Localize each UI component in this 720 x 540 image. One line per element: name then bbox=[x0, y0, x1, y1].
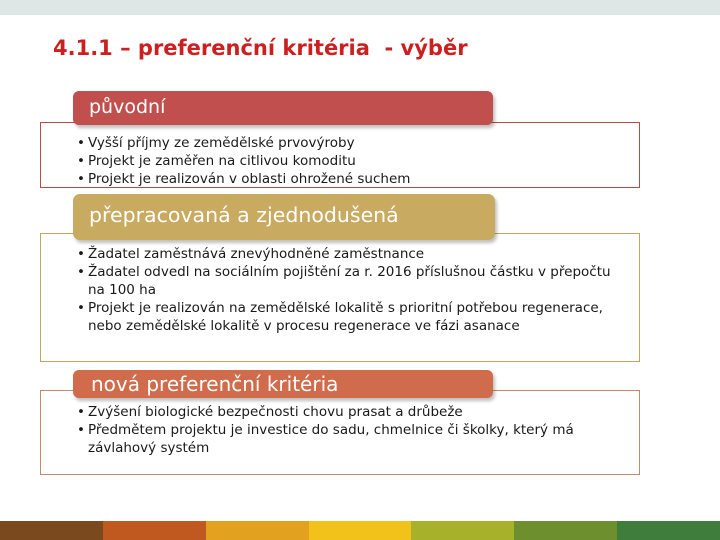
section-new-box bbox=[40, 390, 640, 475]
list-item: • Vyšší příjmy ze zemědělské prvovýroby bbox=[88, 134, 629, 152]
section-revised-box bbox=[40, 233, 640, 362]
footer-color-segment bbox=[0, 521, 103, 540]
list-item: • Žadatel zaměstnává znevýhodněné zaměstnance bbox=[88, 245, 629, 263]
footer-color-segment bbox=[206, 521, 309, 540]
footer-color-segment bbox=[411, 521, 514, 540]
section-original-heading: původní bbox=[73, 91, 493, 125]
list-item: • Projekt je realizován na zemědělské lokalitě s prioritní potřebou regenerace, nebo zemědělské lokalitě v procesu regenerace ve fázi asanace bbox=[88, 299, 629, 335]
section-new-heading: nová preferenční kritéria bbox=[73, 370, 493, 398]
footer-color-segment bbox=[617, 521, 720, 540]
list-item: • Projekt je realizován v oblasti ohrožené suchem bbox=[88, 170, 629, 188]
footer-color-bar bbox=[0, 521, 720, 540]
slide-title: 4.1.1 – preferenční kritéria - výběr bbox=[53, 36, 468, 60]
section-new-list bbox=[41, 403, 639, 457]
list-item: • Žadatel odvedl na sociálním pojištění za r. 2016 příslušnou částku v přepočtu na 100 ha bbox=[88, 263, 629, 299]
list-item: • Předmětem projektu je investice do sadu, chmelnice či školky, který má závlahový systém bbox=[88, 421, 629, 457]
list-item: • Zvýšení biologické bezpečnosti chovu prasat a drůbeže bbox=[88, 403, 629, 421]
section-revised-heading: přepracovaná a zjednodušená bbox=[73, 194, 495, 240]
top-strip bbox=[0, 0, 720, 15]
footer-color-segment bbox=[514, 521, 617, 540]
footer-color-segment bbox=[309, 521, 412, 540]
section-revised-list bbox=[41, 245, 639, 335]
footer-color-segment bbox=[103, 521, 206, 540]
list-item: • Projekt je zaměřen na citlivou komoditu bbox=[88, 152, 629, 170]
section-original-list bbox=[41, 134, 639, 188]
section-original-box bbox=[40, 122, 640, 188]
